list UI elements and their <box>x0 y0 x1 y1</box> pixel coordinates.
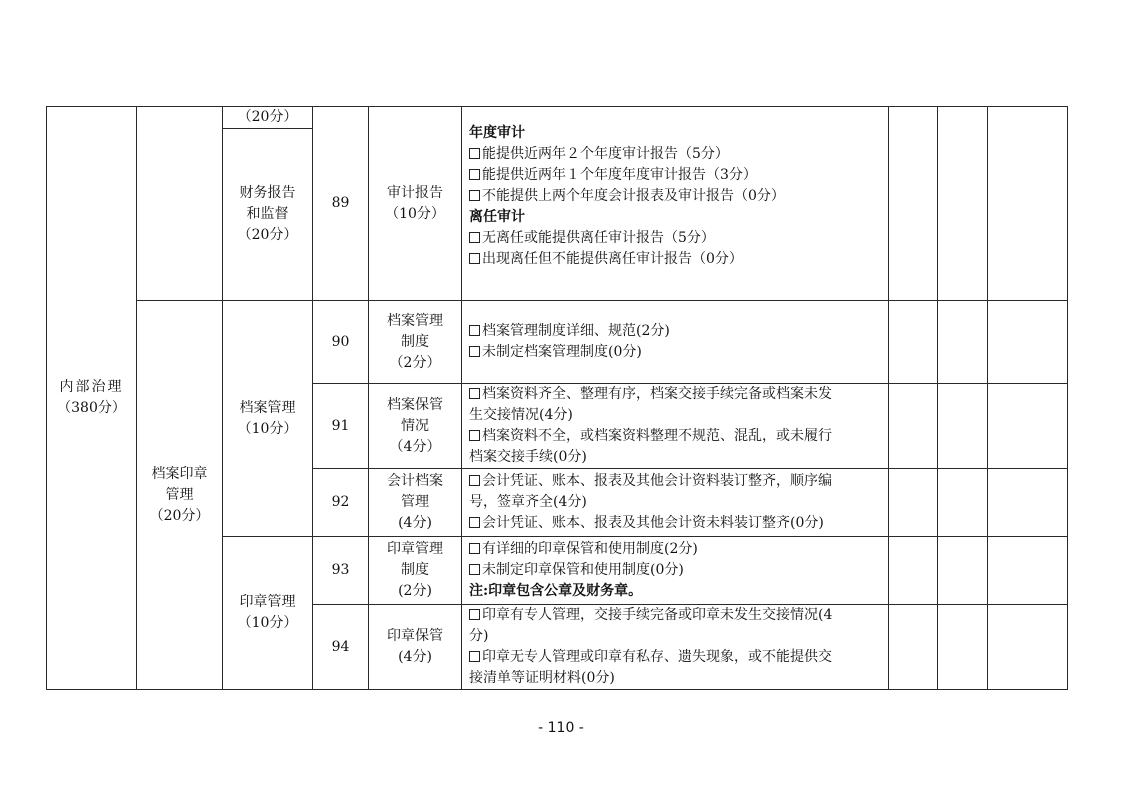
checkbox-icon[interactable] <box>469 169 480 180</box>
option-text-continued: 接清单等证明材料(0分) <box>469 670 615 686</box>
row-93-item <box>369 537 462 605</box>
option-text: 档案资料不全，或档案资料整理不规范、混乱，或未履行 <box>482 428 832 444</box>
option-text: 未制定印章保管和使用制度(0分) <box>482 562 684 578</box>
option-text: 不能提供上两个年度会计报表及审计报告（0分） <box>482 188 785 204</box>
prev-score-cell <box>223 107 313 129</box>
option-text: 印章有专人管理，交接手续完备或印章未发生交接情况(4 <box>482 607 833 623</box>
row-89-item-line: （10分） <box>385 205 445 222</box>
checkbox-option <box>469 186 882 207</box>
remark-cell[interactable] <box>988 537 1068 605</box>
evaluation-table <box>46 106 1068 690</box>
archive-seal-score: （20分） <box>149 507 210 524</box>
remark-cell[interactable] <box>988 605 1068 690</box>
row-92-no: 92 <box>313 469 369 537</box>
row-89-item <box>369 107 462 301</box>
checkbox-icon[interactable] <box>469 346 480 357</box>
checkbox-icon[interactable] <box>469 564 480 575</box>
option-text: 印章无专人管理或印章有私存、遗失现象，或不能提供交 <box>482 649 832 665</box>
checkbox-icon[interactable] <box>469 388 480 399</box>
criteria-heading: 年度审计 <box>469 125 525 141</box>
row-91-item-line: （4分） <box>389 438 441 455</box>
checkbox-icon[interactable] <box>469 253 480 264</box>
row-93-item-line: (2分) <box>398 583 432 599</box>
row-90-no: 90 <box>313 301 369 384</box>
finance-section-score: （20分） <box>237 227 298 243</box>
row-90-item-line: 制度 <box>401 333 429 350</box>
seal-subsection-score: （10分） <box>237 615 298 631</box>
row-94-item-line: 印章保管 <box>387 628 443 644</box>
row-90-item <box>369 301 462 384</box>
row-92-item-line: 管理 <box>401 494 429 510</box>
remark-cell[interactable] <box>988 301 1068 384</box>
option-text: 无离任或能提供离任审计报告（5分） <box>482 230 715 246</box>
option-text: 能提供近两年２个年度审计报告（5分） <box>482 146 729 162</box>
archive-subsection-score: （10分） <box>237 420 298 437</box>
option-text: 档案资料齐全、整理有序，档案交接手续完备或档案未发 <box>482 386 832 402</box>
row-89-no: 89 <box>313 107 369 301</box>
score-cell[interactable] <box>889 107 938 301</box>
archive-seal-title: 管理 <box>165 486 194 503</box>
checkbox-icon[interactable] <box>469 430 480 441</box>
option-text: 未制定档案管理制度(0分) <box>482 344 642 360</box>
score-cell[interactable] <box>938 301 988 384</box>
row-93-criteria <box>462 537 889 605</box>
seal-subsection-title: 印章管理 <box>239 594 296 610</box>
finance-section-title: 和监督 <box>246 206 289 222</box>
archive-subsection-cell <box>223 301 313 537</box>
score-cell[interactable] <box>889 301 938 384</box>
option-text-continued: 档案交接手续(0分) <box>469 449 587 465</box>
checkbox-option <box>469 249 882 270</box>
row-91-item-line: 情况 <box>401 417 429 434</box>
option-text-continued: 号，签章齐全(4分) <box>469 494 587 510</box>
archive-seal-title: 档案印章 <box>151 465 208 482</box>
checkbox-option <box>469 144 882 165</box>
option-text: 有详细的印章保管和使用制度(2分) <box>482 541 698 557</box>
option-text-continued: 生交接情况(4分) <box>469 407 573 423</box>
checkbox-icon[interactable] <box>469 543 480 554</box>
criteria-heading: 离任审计 <box>469 209 525 225</box>
checkbox-icon[interactable] <box>469 148 480 159</box>
level1-title: 内部治理 <box>59 379 124 395</box>
checkbox-option <box>469 513 882 534</box>
checkbox-option <box>469 471 882 492</box>
row-91-item <box>369 384 462 469</box>
option-text: 会计凭证、账本、报表及其他会计资料装订整齐，顺序编 <box>482 473 832 489</box>
score-cell[interactable] <box>938 537 988 605</box>
remark-cell[interactable] <box>988 469 1068 537</box>
row-92-item <box>369 469 462 537</box>
checkbox-option <box>469 321 882 342</box>
checkbox-icon[interactable] <box>469 609 480 620</box>
row-89-item-line: 审计报告 <box>387 184 443 201</box>
archive-seal-section-cell <box>137 301 223 690</box>
checkbox-option <box>469 539 882 560</box>
row-92-criteria <box>462 469 889 537</box>
row-91-item-line: 档案保管 <box>387 396 443 413</box>
checkbox-icon[interactable] <box>469 190 480 201</box>
checkbox-option <box>469 426 882 447</box>
remark-cell[interactable] <box>988 107 1068 301</box>
row-94-no: 94 <box>313 605 369 690</box>
option-text: 能提供近两年１个年度年度审计报告（3分） <box>482 167 757 183</box>
row-93-no: 93 <box>313 537 369 605</box>
level1-cell <box>47 107 137 690</box>
row-94-item-line: (4分) <box>398 649 432 665</box>
checkbox-option <box>469 165 882 186</box>
row-92-item-line: 会计档案 <box>387 473 443 489</box>
row-91-criteria <box>462 384 889 469</box>
score-cell[interactable] <box>889 469 938 537</box>
row-94-item <box>369 605 462 690</box>
row-94-criteria <box>462 605 889 690</box>
seal-subsection-cell <box>223 537 313 690</box>
score-cell[interactable] <box>938 384 988 469</box>
level1-score: （380分） <box>57 400 126 416</box>
finance-section-title: 财务报告 <box>239 185 296 201</box>
score-cell[interactable] <box>889 605 938 690</box>
row-93-item-line: 印章管理 <box>387 541 443 557</box>
checkbox-option <box>469 560 882 581</box>
row-91-no: 91 <box>313 384 369 469</box>
checkbox-option <box>469 647 882 668</box>
checkbox-icon[interactable] <box>469 232 480 243</box>
finance-section-cell <box>223 129 313 301</box>
option-text-continued: 分) <box>469 628 489 644</box>
score-cell[interactable] <box>889 384 938 469</box>
score-cell[interactable] <box>889 537 938 605</box>
row-90-item-line: （2分） <box>389 354 441 371</box>
checkbox-icon[interactable] <box>469 475 480 486</box>
row-93-item-line: 制度 <box>401 562 429 578</box>
checkbox-option <box>469 384 882 405</box>
level2-empty-cell <box>137 107 223 301</box>
row-90-criteria <box>462 301 889 384</box>
prev-score: （20分） <box>237 109 298 125</box>
score-cell[interactable] <box>938 107 988 301</box>
checkbox-option <box>469 228 882 249</box>
score-cell[interactable] <box>938 605 988 690</box>
remark-cell[interactable] <box>988 384 1068 469</box>
checkbox-icon[interactable] <box>469 651 480 662</box>
note-text: 注:印章包含公章及财务章。 <box>469 583 643 599</box>
checkbox-icon[interactable] <box>469 517 480 528</box>
option-text: 会计凭证、账本、报表及其他会计资未料装订整齐(0分) <box>482 515 824 531</box>
checkbox-option <box>469 342 882 363</box>
row-90-item-line: 档案管理 <box>387 312 443 329</box>
archive-subsection-title: 档案管理 <box>239 399 296 416</box>
option-text: 出现离任但不能提供离任审计报告（0分） <box>482 251 743 267</box>
row-89-criteria <box>462 107 889 301</box>
checkbox-icon[interactable] <box>469 325 480 336</box>
checkbox-option <box>469 605 882 626</box>
row-92-item-line: (4分) <box>398 515 432 531</box>
option-text: 档案管理制度详细、规范(2分) <box>482 323 670 339</box>
score-cell[interactable] <box>938 469 988 537</box>
page-number: - 110 - <box>538 720 584 736</box>
